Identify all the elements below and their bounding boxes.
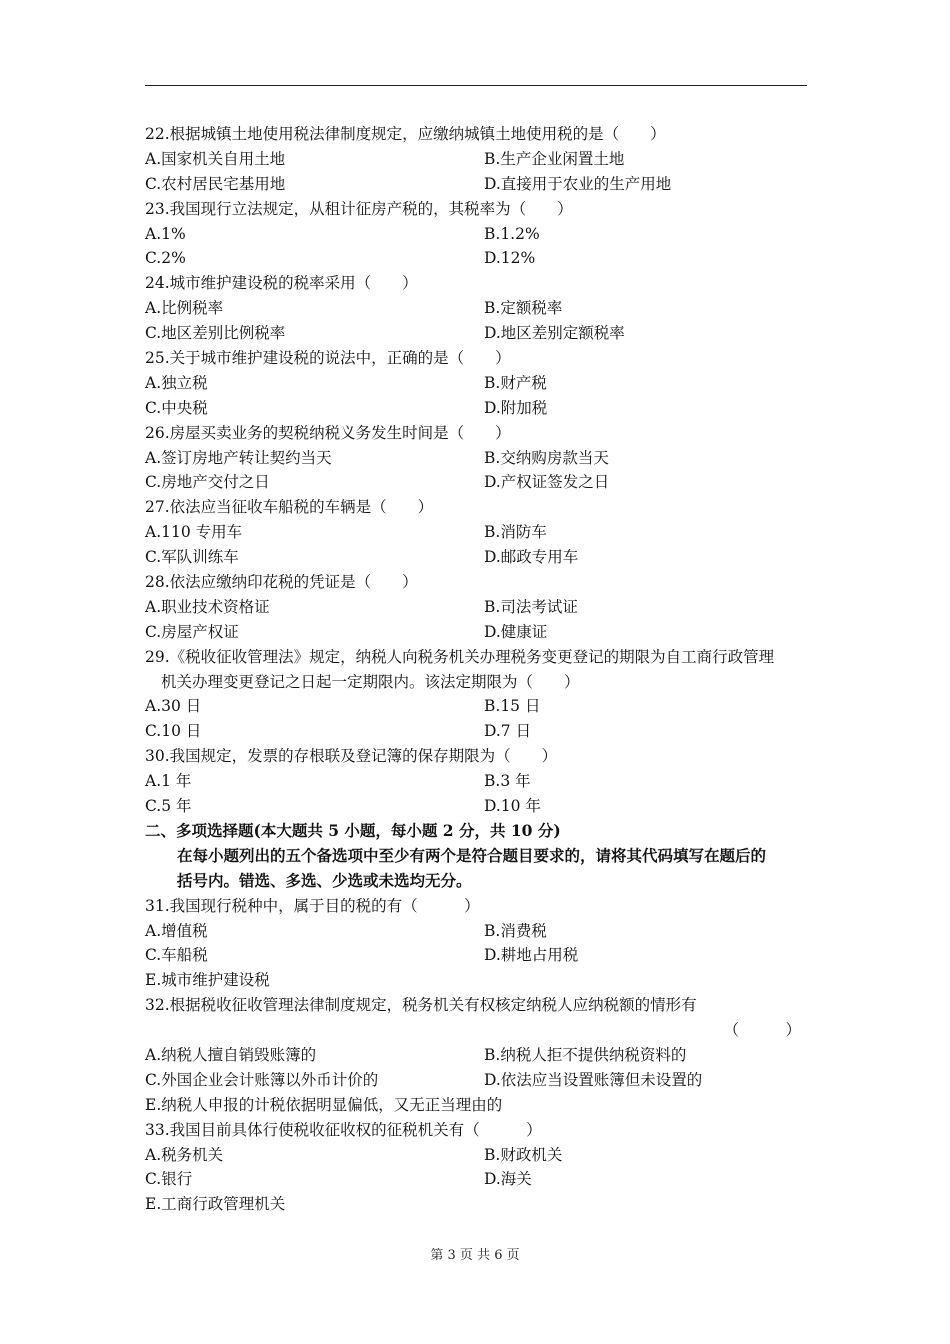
header-rule [145, 85, 807, 86]
option-a: A.比例税率 [145, 299, 224, 318]
question-30-stem: 30.我国规定，发票的存根联及登记簿的保存期限为（ ） [145, 747, 558, 766]
question-24-stem: 24.城市维护建设税的税率采用（ ） [145, 274, 418, 293]
option-b: B.15 日 [484, 697, 541, 716]
option-b: B.财产税 [484, 373, 547, 392]
question-32-options-row-1 [145, 1043, 807, 1068]
option-e: E.工商行政管理机关 [145, 1195, 286, 1214]
question-30-options-row-2 [145, 794, 807, 819]
option-b: B.财政机关 [484, 1145, 563, 1164]
option-c: C.5 年 [145, 797, 192, 816]
section-2-title: 二、多项选择题(本大题共 5 小题，每小题 2 分，共 10 分) [145, 820, 561, 840]
question-28-options-row-2 [145, 620, 807, 645]
question-22-options-row-1 [145, 147, 807, 172]
option-c: C.军队训练车 [145, 548, 239, 567]
section-2-instruction: 在每小题列出的五个备选项中至少有两个是符合题目要求的，请将其代码填写在题后的 [177, 845, 767, 865]
question-24-options-row-2 [145, 321, 807, 346]
question-33-options-row-1 [145, 1143, 807, 1168]
question-25-options-row-2 [145, 396, 807, 421]
option-d: D.产权证签发之日 [484, 473, 610, 492]
option-d: D.12% [484, 249, 536, 268]
option-d: D.地区差别定额税率 [484, 324, 625, 343]
question-22-options-row-2 [145, 172, 807, 197]
section-2-instruction-continued: 括号内。错选、多选、少选或未选均无分。 [177, 870, 472, 890]
page-content [145, 122, 807, 1217]
option-e: E.城市维护建设税 [145, 971, 270, 990]
option-d: D.健康证 [484, 622, 548, 641]
option-a: A.110 专用车 [145, 523, 243, 542]
question-31-options-row-2 [145, 943, 807, 968]
question-24-options-row-1 [145, 296, 807, 321]
question-33-options-row-2 [145, 1167, 807, 1192]
option-d: D.附加税 [484, 398, 548, 417]
question-31-options-row-1 [145, 919, 807, 944]
option-c: C.农村居民宅基用地 [145, 174, 286, 193]
option-a: A.1% [145, 224, 186, 243]
option-a: A.1 年 [145, 772, 192, 791]
option-c: C.2% [145, 249, 186, 268]
option-d: D.7 日 [484, 722, 532, 741]
option-b: B.消防车 [484, 523, 547, 542]
question-23-options-row-1 [145, 222, 807, 247]
option-a: A.签订房地产转让契约当天 [145, 448, 332, 467]
page-number-footer: 第 3 页 共 6 页 [430, 1248, 520, 1263]
option-c: C.房屋产权证 [145, 622, 239, 641]
option-c: C.中央税 [145, 398, 208, 417]
question-23-stem: 23.我国现行立法规定，从租计征房产税的，其税率为（ ） [145, 199, 573, 218]
question-22-stem: 22.根据城镇土地使用税法律制度规定，应缴纳城镇土地使用税的是（ ） [145, 125, 666, 143]
question-29-options-row-2 [145, 719, 807, 744]
option-e: E.纳税人申报的计税依据明显偏低，又无正当理由的 [145, 1095, 503, 1114]
question-25-stem: 25.关于城市维护建设税的说法中，正确的是（ ） [145, 349, 511, 368]
option-d: D.耕地占用税 [484, 946, 579, 965]
option-c: C.外国企业会计账簿以外币计价的 [145, 1070, 379, 1089]
option-a: A.职业技术资格证 [145, 597, 270, 616]
question-30-options-row-1 [145, 769, 807, 794]
option-c: C.10 日 [145, 722, 202, 741]
option-a: A.增值税 [145, 921, 208, 940]
option-d: D.10 年 [484, 797, 541, 816]
option-c: C.银行 [145, 1170, 193, 1189]
question-32-stem: 32.根据税收征收管理法律制度规定，税务机关有权核定纳税人应纳税额的情形有 [145, 996, 697, 1015]
question-26-options-row-2 [145, 470, 807, 495]
question-28-options-row-1 [145, 595, 807, 620]
question-27-stem: 27.依法应当征收车船税的车辆是（ ） [145, 498, 434, 517]
question-32-answer-bracket: （ ） [723, 1021, 801, 1040]
question-26-options-row-1 [145, 446, 807, 471]
option-b: B.司法考试证 [484, 597, 578, 616]
option-b: B.消费税 [484, 921, 547, 940]
option-a: A.独立税 [145, 373, 208, 392]
question-31-stem: 31.我国现行税种中，属于目的税的有（ ） [145, 896, 480, 915]
option-a: A.30 日 [145, 697, 202, 716]
question-29-options-row-1 [145, 694, 807, 719]
question-23-options-row-2 [145, 246, 807, 271]
question-33-stem: 33.我国目前具体行使税收征收权的征税机关有（ ） [145, 1120, 542, 1139]
option-d: D.依法应当设置账簿但未设置的 [484, 1070, 703, 1089]
option-b: B.纳税人拒不提供纳税资料的 [484, 1045, 687, 1064]
option-b: B.交纳购房款当天 [484, 448, 609, 467]
question-27-options-row-1 [145, 520, 807, 545]
option-a: A.国家机关自用土地 [145, 149, 286, 168]
question-28-stem: 28.依法应缴纳印花税的凭证是（ ） [145, 573, 418, 592]
question-29-stem-continued: 机关办理变更登记之日起一定期限内。该法定期限为（ ） [161, 672, 580, 691]
option-a: A.纳税人擅自销毁账簿的 [145, 1045, 317, 1064]
question-27-options-row-2 [145, 545, 807, 570]
option-a: A.税务机关 [145, 1145, 224, 1164]
question-32-options-row-2 [145, 1068, 807, 1093]
option-d: D.邮政专用车 [484, 548, 579, 567]
option-c: C.车船税 [145, 946, 208, 965]
question-29-stem: 29.《税收征收管理法》规定，纳税人向税务机关办理税务变更登记的期限为自工商行政管理 [145, 647, 775, 666]
question-26-stem: 26.房屋买卖业务的契税纳税义务发生时间是（ ） [145, 423, 511, 442]
option-b: B.生产企业闲置土地 [484, 149, 625, 168]
option-b: B.3 年 [484, 772, 531, 791]
option-d: D.海关 [484, 1170, 532, 1189]
option-c: C.房地产交付之日 [145, 473, 270, 492]
option-b: B.定额税率 [484, 299, 563, 318]
option-c: C.地区差别比例税率 [145, 324, 286, 343]
question-25-options-row-1 [145, 371, 807, 396]
option-d: D.直接用于农业的生产用地 [484, 174, 672, 193]
option-b: B.1.2% [484, 224, 540, 243]
